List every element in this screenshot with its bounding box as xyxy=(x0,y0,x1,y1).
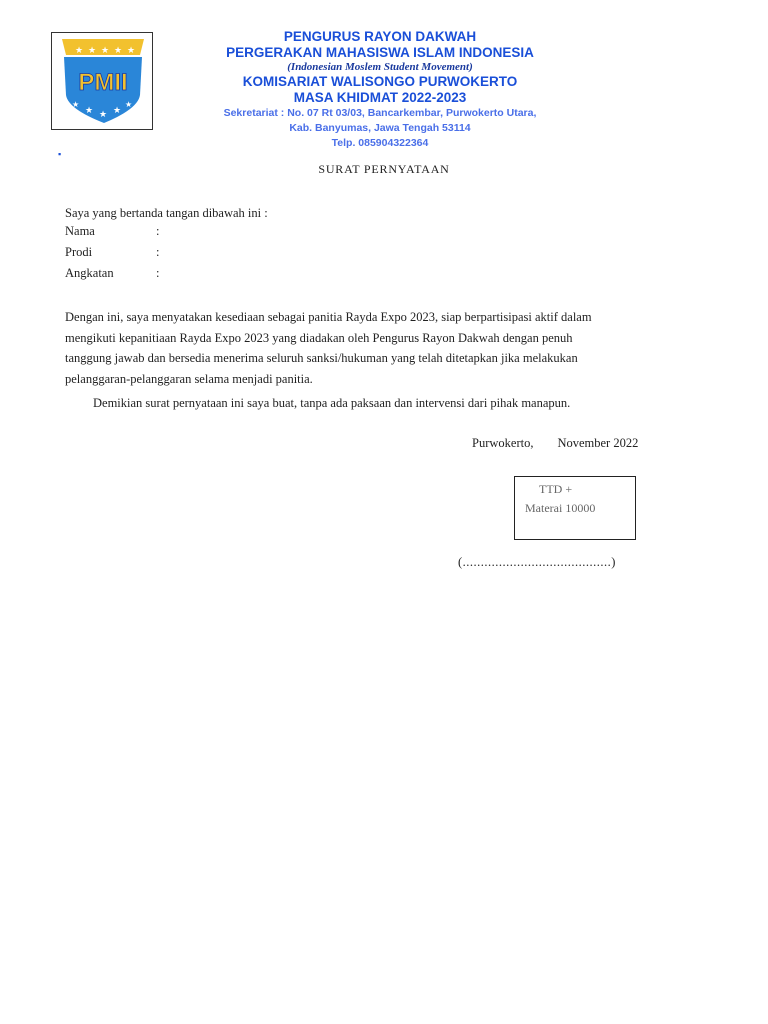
field-nama xyxy=(65,224,159,239)
org-english-name: (Indonesian Moslem Student Movement) xyxy=(287,61,473,73)
closing-statement: Demikian surat pernyataan ini saya buat, tanpa ada paksaan dan intervensi dari pihak manapun. xyxy=(93,396,571,410)
org-full-name: PERGERAKAN MAHASISWA ISLAM INDONESIA xyxy=(226,45,534,60)
svg-text:★: ★ xyxy=(85,106,94,116)
svg-text:★: ★ xyxy=(127,46,136,56)
svg-text:★: ★ xyxy=(75,46,84,56)
statement-paragraph xyxy=(65,307,685,389)
document-title: SURAT PERNYATAAN xyxy=(318,162,450,176)
date: November 2022 xyxy=(557,436,639,450)
svg-text:★: ★ xyxy=(88,46,97,56)
svg-text:★: ★ xyxy=(101,46,110,56)
logo-text: PMII xyxy=(78,69,128,96)
signature-line: (.........................................) xyxy=(458,555,616,569)
statement-line: pelanggaran-pelanggaran selama menjadi panitia. xyxy=(65,371,313,386)
place: Purwokerto, xyxy=(472,436,534,450)
statement-line: tanggung jawab dan bersedia menerima seluruh sanksi/hukuman yang telah ditetapkan jika melakukan xyxy=(65,351,578,365)
svg-text:★: ★ xyxy=(113,106,122,116)
paragraph-mark: ▪ xyxy=(58,149,62,159)
field-separator: : xyxy=(156,266,160,280)
address-line-1: Sekretariat : No. 07 Rt 03/03, Bancarkembar, Purwokerto Utara, xyxy=(223,107,537,119)
field-label: Prodi xyxy=(65,245,93,259)
address-line-2: Kab. Banyumas, Jawa Tengah 53114 xyxy=(289,122,471,134)
stamp-label: Materai 10000 xyxy=(525,501,596,515)
pmii-logo-emblem xyxy=(52,33,152,129)
intro-text: Saya yang bertanda tangan dibawah ini : xyxy=(65,206,268,220)
field-prodi xyxy=(65,245,159,260)
pmii-logo xyxy=(51,32,153,130)
statement-line: mengikuti kepanitiaan Rayda Expo 2023 yang diadakan oleh Pengurus Rayon Dakwah dengan penuh xyxy=(65,330,573,345)
ttd-label: TTD + xyxy=(539,482,573,496)
commissariat-name: KOMISARIAT WALISONGO PURWOKERTO xyxy=(242,74,518,89)
signature-stamp-box xyxy=(514,476,636,540)
field-label: Nama xyxy=(65,224,95,238)
letterhead xyxy=(160,29,600,151)
field-separator: : xyxy=(156,245,160,259)
field-separator: : xyxy=(156,224,160,238)
place-and-date xyxy=(472,433,638,454)
svg-text:★: ★ xyxy=(125,100,133,109)
phone-number: Telp. 085904322364 xyxy=(331,137,429,149)
svg-text:★: ★ xyxy=(114,46,123,56)
org-name: PENGURUS RAYON DAKWAH xyxy=(283,29,477,44)
field-label: Angkatan xyxy=(65,266,114,280)
field-angkatan xyxy=(65,266,159,281)
svg-text:★: ★ xyxy=(72,100,80,109)
service-period: MASA KHIDMAT 2022-2023 xyxy=(293,90,467,105)
svg-text:★: ★ xyxy=(99,110,108,120)
statement-line: Dengan ini, saya menyatakan kesediaan sebagai panitia Rayda Expo 2023, siap berpartisipasi aktif dalam xyxy=(65,310,592,324)
